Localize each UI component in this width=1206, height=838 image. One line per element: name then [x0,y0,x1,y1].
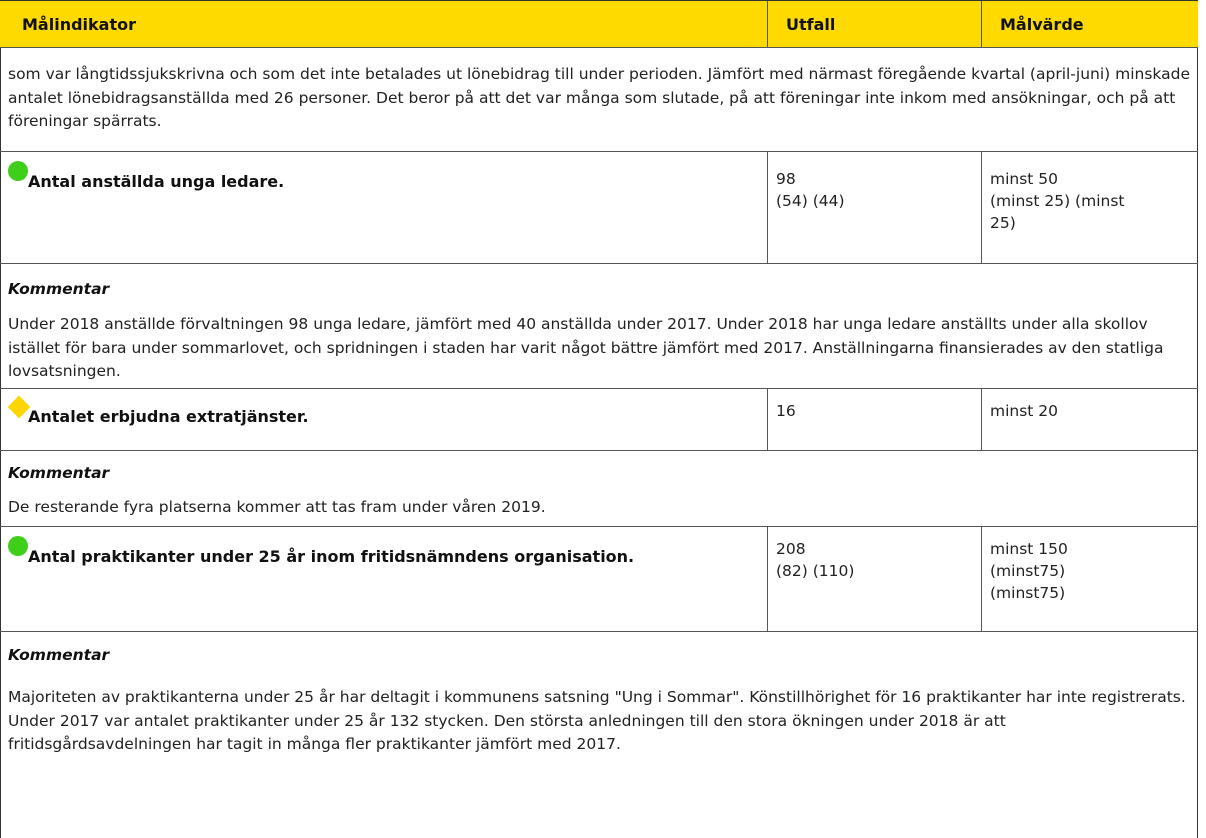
indicator-row [0,527,1198,632]
outcome-breakdown: (54) (44) [776,192,845,210]
target-value: minst 50 [990,170,1059,188]
target-value: minst 20 [990,402,1059,420]
header-target-cell [981,1,1198,47]
target-breakdown: (minst75) [990,562,1066,580]
outcome-cell [767,389,981,450]
comment-row [0,451,1198,527]
header-indicator: Målindikator [22,15,136,34]
target-breakdown: (minst 25) (minst [990,192,1125,210]
comment-text: De resterande fyra platserna kommer att tas fram under våren 2019. [8,498,546,516]
indicator-title: Antalet erbjudna extratjänster. [28,407,309,426]
yellow-status-icon [8,396,31,419]
comment-row [0,264,1198,389]
target-cell [981,152,1198,263]
target-breakdown-cont: 25) [990,214,1016,232]
comment-label: Kommentar [8,646,110,664]
indicator-row [0,389,1198,451]
comment-text: Under 2018 anställde förvaltningen 98 unga ledare, jämfört med 40 anställda under 2017. Under 2018 har unga ledare anställts under alla skollov istället för bara under sommarlovet, och spridningen i staden har varit något bättre jämfört med 2017. Anställningarna finansierades av den statliga lovsatsningen. [8,315,1164,380]
header-outcome-cell [767,1,981,47]
comment-label: Kommentar [8,280,110,298]
target-breakdown-cont: (minst75) [990,584,1066,602]
outcome-cell [767,152,981,263]
comment-row [0,632,1198,838]
outcome-cell [767,527,981,631]
outcome-value: 208 [776,540,806,558]
table-header [0,0,1198,48]
outcome-value: 16 [776,402,796,420]
intro-row [0,48,1198,152]
indicator-title: Antal praktikanter under 25 år inom fritidsnämndens organisation. [28,547,635,566]
indicator-title: Antal anställda unga ledare. [28,172,285,191]
comment-text: Majoriteten av praktikanterna under 25 år har deltagit i kommunens satsning "Ung i Sommar". Könstillhörighet för 16 praktikanter har inte registrerats. Under 2017 var antalet praktikanter under 25 år 132 stycken. Den största anledningen till den stora ökningen under 2018 är att fritidsgårdsavdelningen har tagit in många fler praktikanter jämfört med 2017. [8,688,1186,753]
outcome-breakdown: (82) (110) [776,562,855,580]
target-value: minst 150 [990,540,1068,558]
green-status-icon [8,161,28,181]
header-target: Målvärde [1000,15,1084,34]
header-outcome: Utfall [786,15,836,34]
indicator-row [0,152,1198,264]
intro-text: som var långtidssjukskrivna och som det inte betalades ut lönebidrag till under perioden. Jämfört med närmast föregående kvartal (april-juni) minskade antalet lönebidragsanställda med 26 personer. Det beror på att det var många som slutade, på att föreningar inte inkom med ansökningar, och på att föreningar spärrats. [8,65,1191,130]
comment-label: Kommentar [8,464,110,482]
green-status-icon [8,536,28,556]
target-cell [981,389,1198,450]
target-cell [981,527,1198,631]
outcome-value: 98 [776,170,796,188]
